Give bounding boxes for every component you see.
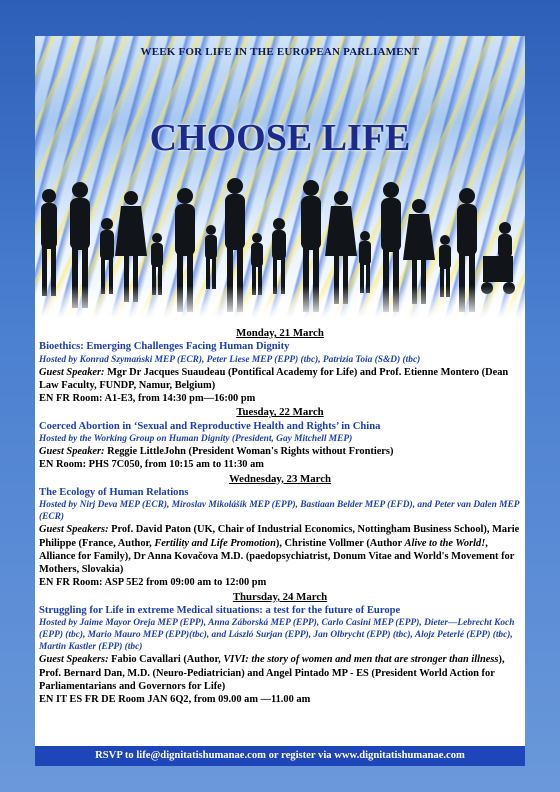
speakers-label: Guest Speaker: [39,366,105,378]
event-title: Struggling for Life in extreme Medical situations: a test for the future of Europe [39,605,401,617]
book-title: Fertility and Life Promotion [154,537,276,549]
event-speakers [39,445,521,458]
banner-image [35,36,525,326]
speakers-text: ), Christine Vollmer (Author [275,537,405,549]
banner-fade [35,286,525,326]
program-content [39,326,521,707]
event-speakers [39,366,521,393]
speakers-text: ), Prof. Bernard Dan, M.D. (Neuro-Pediatrician) and Angel Pintado MP - ES (President World Action for Parliamentarians and Governors for Life) [39,654,505,692]
day-heading: Monday, 21 March [236,327,324,339]
event-title: Coerced Abortion in ‘Sexual and Reproductive Health and Rights’ in China [39,420,381,432]
event-room: EN FR Room: ASP 5E2 from 09:00 am to 12:00 pm [39,577,267,589]
speakers-text: Reggie LittleJohn (President Woman's Rights without Frontiers) [104,446,394,458]
event-speakers [39,653,521,693]
speakers-text: Prof. David Paton (UK, Chair of Industrial Economics, Nottingham Business School), Marie Philippe (France, Author, [39,524,520,549]
event-room: EN Room: PHS 7C050, from 10:15 am to 11:30 am [39,459,264,471]
event-room: EN FR Room: A1-E3, from 14:30 pm—16:00 pm [39,393,256,405]
rsvp-footer: RSVP to life@dignitatishumanae.com or register via www.dignitatishumanae.com [35,746,525,766]
event-hosts: Hosted by Nirj Deva MEP (ECR), Miroslav Mikolášik MEP (EPP), Bastiaan Belder MEP (EFD), and Peter van Dalen MEP (ECR) [39,500,520,523]
day-heading: Thursday, 24 March [232,590,328,603]
event-title: The Ecology of Human Relations [39,486,189,498]
speakers-label: Guest Speaker: [39,446,105,458]
event-room: EN IT ES FR DE Room JAN 6Q2, from 09.00 am —11.00 am [39,694,311,706]
main-title: CHOOSE LIFE [149,117,411,159]
book-title: Alive to the World! [404,537,486,549]
day-heading: Tuesday, 22 March [236,406,324,419]
speakers-text: Mgr Dr Jacques Suaudeau (Pontifical Academy for Life) and Prof. Etienne Montero (Dean Law Faculty, FUNDP, Namur, Belgium) [39,366,509,391]
book-title: VIVI: the story of women and men that are stronger than illness [223,654,499,666]
speakers-text: Fabio Cavallari (Author, [108,654,224,666]
flyer [35,36,525,766]
day-heading: Wednesday, 23 March [228,472,332,485]
event-title: Bioethics: Emerging Challenges Facing Human Dignity [39,341,290,353]
speakers-label: Guest Speakers: [39,524,109,536]
event-hosts: Hosted by the Working Group on Human Dignity (President, Gay Mitchell MEP) [39,434,353,445]
top-title: WEEK FOR LIFE IN THE EUROPEAN PARLIAMENT [140,46,420,58]
speakers-label: Guest Speakers: [39,654,109,666]
event-hosts: Hosted by Konrad Szymański MEP (ECR), Peter Liese MEP (EPP) (tbc), Patrizia Toia (S&D) (tbc) [39,354,421,365]
event-hosts: Hosted by Jaime Mayor Oreja MEP (EPP), Anna Záborská MEP (EPP), Carlo Casini MEP (EPP), Dieter—Lebrecht Koch (EPP) (tbc), Mario Mauro MEP (EPP)(tbc), and László Surjan (EPP), Jan Olbrycht (EPP) (tbc), Alojz Peterlé (EPP) (tbc), Martin Kastler (EPP) (tbc) [39,618,515,653]
event-speakers [39,523,521,576]
speakers-text: , Alliance for Family), Dr Anna Kovačova M.D. (paedopsychiatrist, Donum Vitae and World's Movement for Mothers, Slovakia) [39,537,515,576]
